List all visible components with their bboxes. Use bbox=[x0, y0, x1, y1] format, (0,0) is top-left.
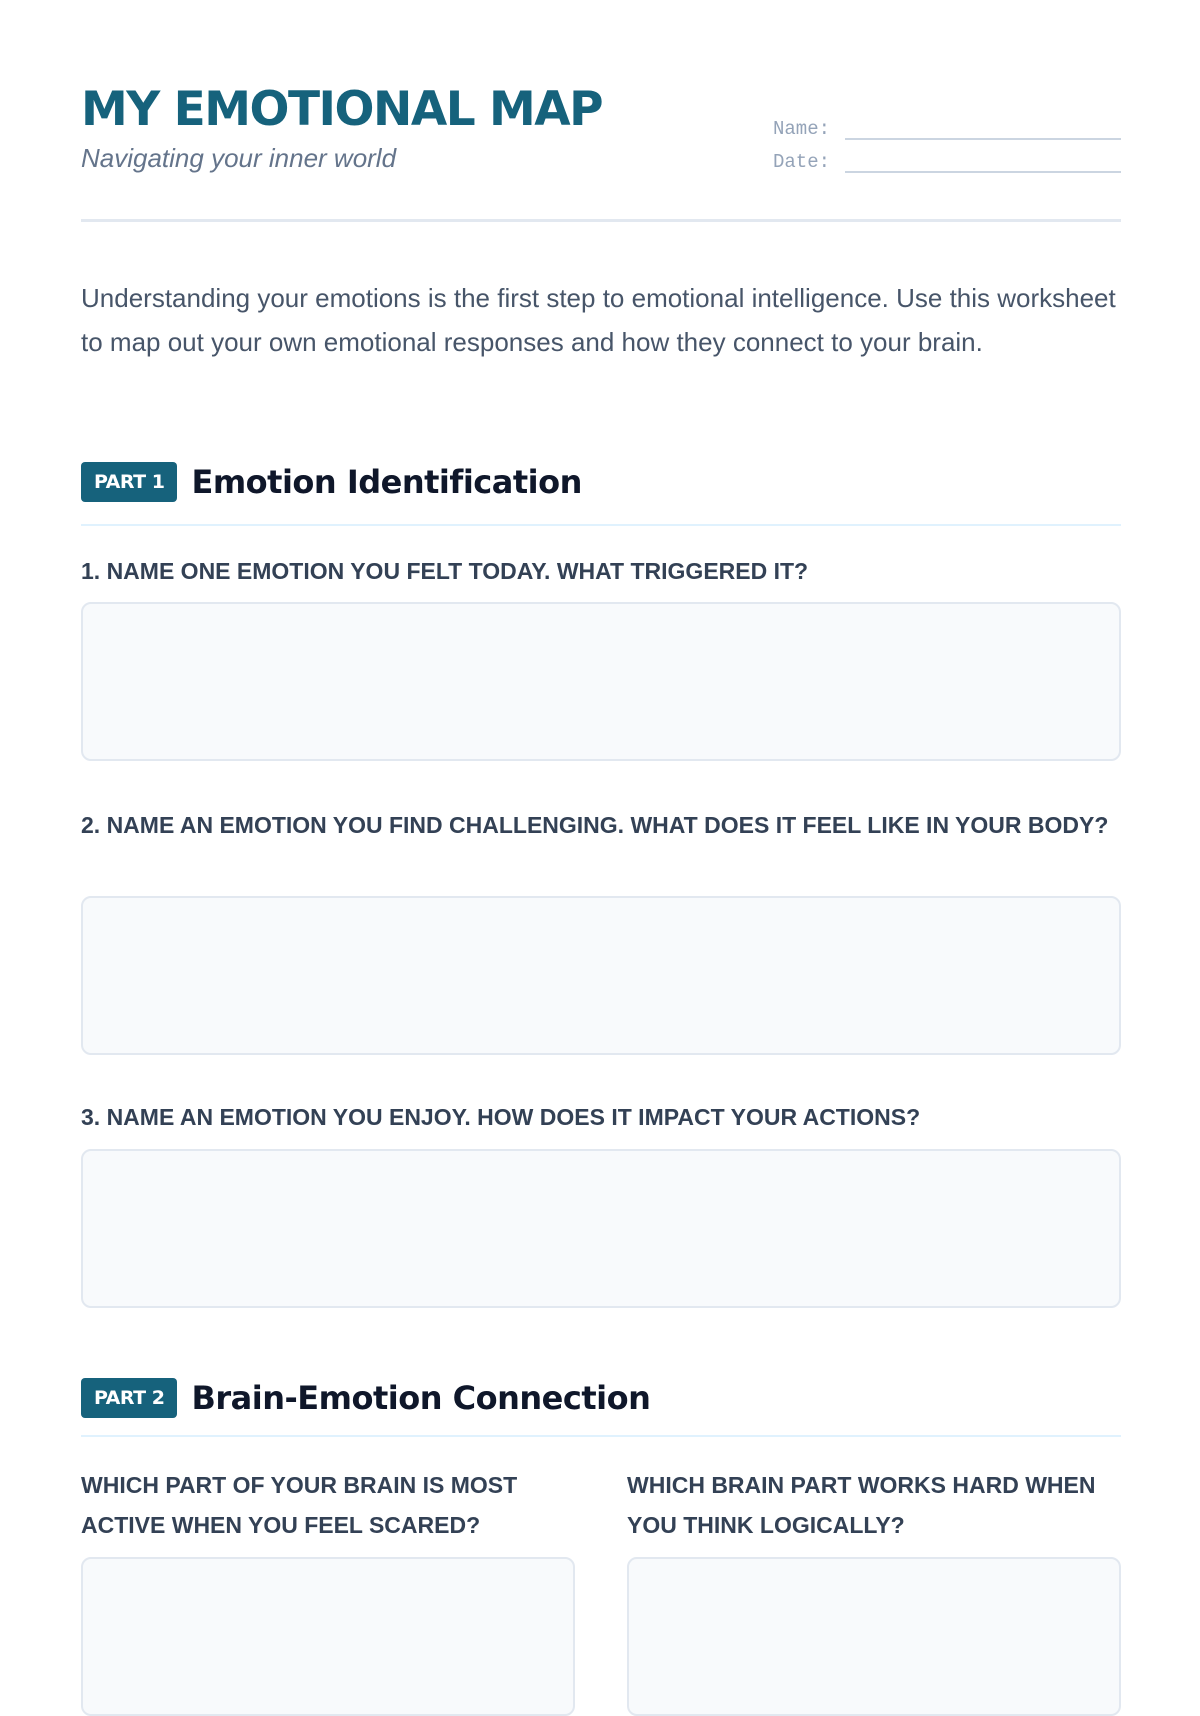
worksheet-page bbox=[81, 0, 1121, 1538]
date-line[interactable] bbox=[845, 151, 1121, 173]
answer-box-1[interactable] bbox=[81, 602, 1121, 761]
name-line[interactable] bbox=[845, 118, 1121, 140]
name-field bbox=[773, 118, 1121, 140]
part2-heading bbox=[81, 1378, 1121, 1437]
answer-box-logic-brain[interactable] bbox=[627, 1557, 1121, 1716]
question-logic-brain: WHICH BRAIN PART WORKS HARD WHEN YOU THINK LOGICALLY? bbox=[627, 1472, 1096, 1538]
name-label: Name: bbox=[773, 118, 831, 140]
worksheet-header bbox=[81, 0, 1121, 222]
answer-box-3[interactable] bbox=[81, 1149, 1121, 1308]
question-1: 1. NAME ONE EMOTION YOU FELT TODAY. WHAT TRIGGERED IT? bbox=[81, 558, 809, 584]
intro-text: Understanding your emotions is the first step to emotional intelligence. Use this worksheet to map out your own emotional responses and how they connect to your brain. bbox=[81, 283, 1116, 357]
part1-title: Emotion Identification bbox=[191, 463, 582, 501]
part2-title: Brain-Emotion Connection bbox=[191, 1379, 651, 1417]
question-scared-brain: WHICH PART OF YOUR BRAIN IS MOST ACTIVE WHEN YOU FEEL SCARED? bbox=[81, 1472, 518, 1538]
date-label: Date: bbox=[773, 151, 831, 173]
part1-heading bbox=[81, 462, 1121, 526]
question-2: 2. NAME AN EMOTION YOU FIND CHALLENGING. WHAT DOES IT FEEL LIKE IN YOUR BODY? bbox=[81, 812, 1109, 838]
date-field bbox=[773, 151, 1121, 173]
answer-box-scared-brain[interactable] bbox=[81, 1557, 575, 1716]
worksheet-subtitle: Navigating your inner world bbox=[81, 143, 397, 173]
question-3: 3. NAME AN EMOTION YOU ENJOY. HOW DOES IT IMPACT YOUR ACTIONS? bbox=[81, 1104, 921, 1130]
part1-badge: PART 1 bbox=[81, 462, 177, 502]
answer-box-2[interactable] bbox=[81, 896, 1121, 1055]
part2-badge: PART 2 bbox=[81, 1378, 177, 1418]
worksheet-title: MY EMOTIONAL MAP bbox=[81, 82, 603, 137]
